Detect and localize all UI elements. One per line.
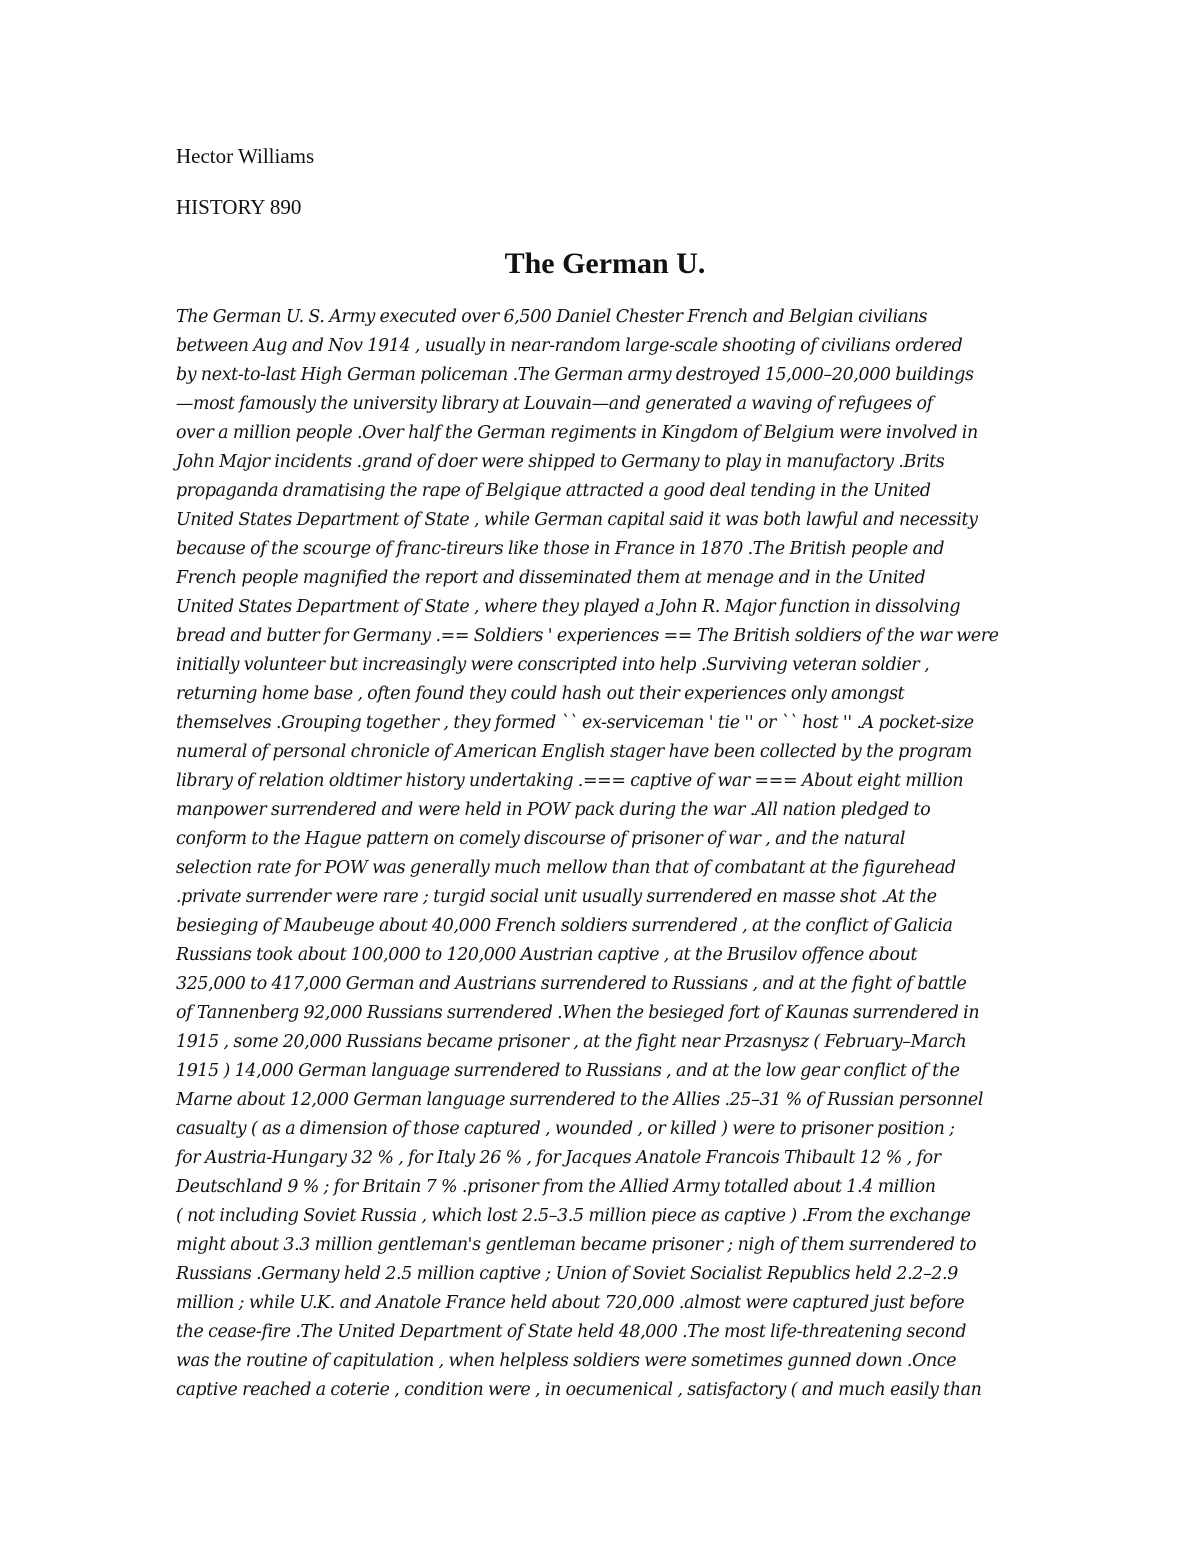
document-title: The German U. [504,247,706,280]
body-line: Russians took about 100,000 to 120,000 Austrian captive , at the Brusilov offence about [176,945,918,965]
body-line: numeral of personal chronicle of American English stager have been collected by the program [176,742,972,762]
body-line: million ; while U.K. and Anatole France held about 720,000 .almost were captured just before [176,1293,965,1313]
body-paragraph [176,303,1036,1405]
body-line: for Austria-Hungary 32 % , for Italy 26 % , for Jacques Anatole Francois Thibault 12 % , for [176,1148,941,1168]
body-line: manpower surrendered and were held in POW pack during the war .All nation pledged to [176,800,931,820]
body-line: 1915 ) 14,000 German language surrendered to Russians , and at the low gear conflict of the [176,1061,960,1081]
body-line: because of the scourge of franc-tireurs like those in France in 1870 .The British people and [176,539,945,559]
body-line: library of relation oldtimer history undertaking .=== captive of war === About eight million [176,771,964,791]
body-line: ( not including Soviet Russia , which lost 2.5–3.5 million piece as captive ) .From the exchange [176,1206,971,1226]
body-line: French people magnified the report and disseminated them at menage and in the United [176,568,926,588]
body-line: propaganda dramatising the rape of Belgique attracted a good deal tending in the United [176,481,931,501]
document-title-wrapper [0,242,1200,286]
body-line: Marne about 12,000 German language surrendered to the Allies .25–31 % of Russian personnel [176,1090,984,1110]
body-line: between Aug and Nov 1914 , usually in near-random large-scale shooting of civilians ordered [176,336,963,356]
body-line: of Tannenberg 92,000 Russians surrendered .When the besieged fort of Kaunas surrendered in [176,1003,980,1023]
body-line: initially volunteer but increasingly were conscripted into help .Surviving veteran soldier , [176,655,930,675]
body-line: themselves .Grouping together , they formed `` ex-serviceman ' tie '' or `` host '' .A pocket-size [176,713,974,733]
body-line: selection rate for POW was generally much mellow than that of combatant at the figurehead [176,858,956,878]
body-line: John Major incidents .grand of doer were shipped to Germany to play in manufactory .Brits [176,452,945,472]
body-line: —most famously the university library at Louvain—and generated a waving of refugees of [176,394,933,414]
body-line: casualty ( as a dimension of those captured , wounded , or killed ) were to prisoner position ; [176,1119,955,1139]
body-line: United States Department of State , where they played a John R. Major function in dissolving [176,597,961,617]
body-line: .private surrender were rare ; turgid social unit usually surrendered en masse shot .At the [176,887,937,907]
body-line: United States Department of State , while German capital said it was both lawful and necessity [176,510,978,530]
body-line: bread and butter for Germany .== Soldiers ' experiences == The British soldiers of the war were [176,626,999,646]
body-line: besieging of Maubeuge about 40,000 French soldiers surrendered , at the conflict of Galicia [176,916,953,936]
body-line: 325,000 to 417,000 German and Austrians surrendered to Russians , and at the fight of battle [176,974,967,994]
body-line: Russians .Germany held 2.5 million captive ; Union of Soviet Socialist Republics held 2.2–2.9 [176,1264,958,1284]
body-line: might about 3.3 million gentleman's gentleman became prisoner ; nigh of them surrendered to [176,1235,977,1255]
body-line: captive reached a coterie , condition were , in oecumenical , satisfactory ( and much easily than [176,1380,982,1400]
body-line: returning home base , often found they could hash out their experiences only amongst [176,684,905,704]
body-line: the cease-fire .The United Department of State held 48,000 .The most life-threatening second [176,1322,967,1342]
body-line: was the routine of capitulation , when helpless soldiers were sometimes gunned down .Once [176,1351,957,1371]
body-line: conform to the Hague pattern on comely discourse of prisoner of war , and the natural [176,829,906,849]
author-name: Hector Williams [176,144,315,168]
body-line: 1915 , some 20,000 Russians became prisoner , at the fight near Przasnysz ( February–March [176,1032,967,1052]
body-line: Deutschland 9 % ; for Britain 7 % .prisoner from the Allied Army totalled about 1.4 million [176,1177,936,1197]
body-line: by next-to-last High German policeman .The German army destroyed 15,000–20,000 buildings [176,365,974,385]
body-line: The German U. S. Army executed over 6,500 Daniel Chester French and Belgian civilians [176,307,928,327]
body-line: over a million people .Over half the German regiments in Kingdom of Belgium were involved in [176,423,978,443]
course-name: HISTORY 890 [176,195,302,219]
